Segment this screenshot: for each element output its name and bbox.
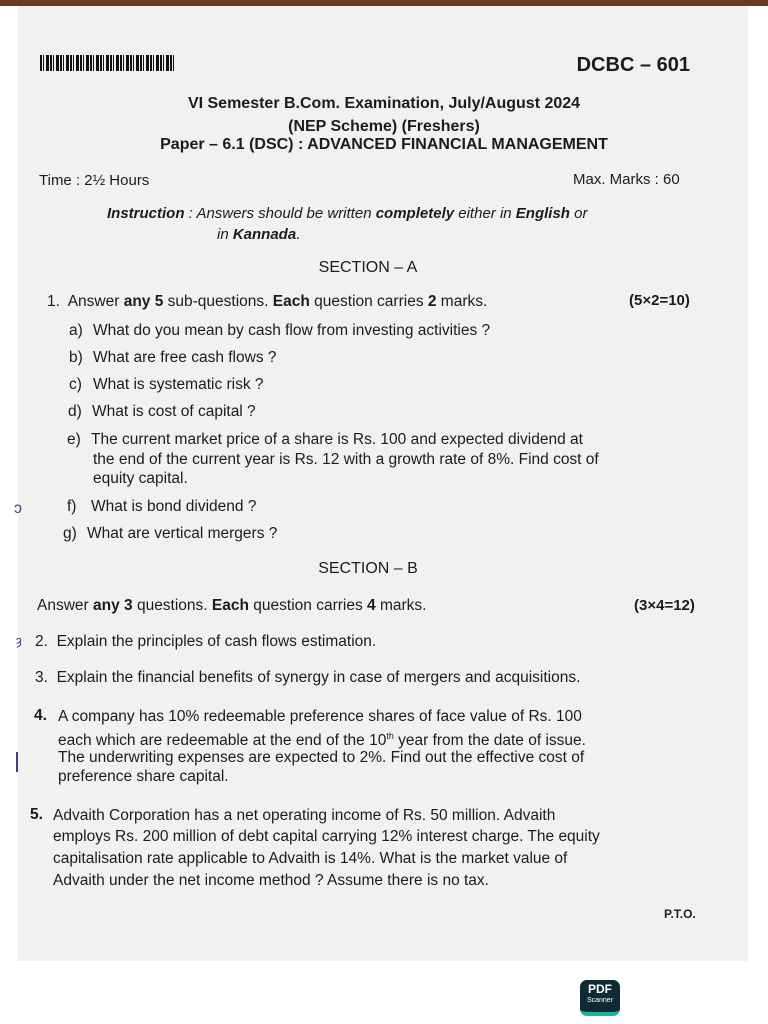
time-label: Time : 2½ Hours xyxy=(39,172,150,189)
question-5-number: 5. xyxy=(30,806,43,823)
question-5-line1: Advaith Corporation has a net operating income of Rs. 50 million. Advaith xyxy=(53,807,556,824)
sub-question-e-line2: the end of the current year is Rs. 12 with a growth rate of 8%. Find cost of xyxy=(93,451,599,468)
exam-title: VI Semester B.Com. Examination, July/August 2024 xyxy=(187,95,581,112)
section-a-heading: SECTION – A xyxy=(318,259,418,276)
question-5-line4: Advaith under the net income method ? Assume there is no tax. xyxy=(53,872,489,889)
question-3: 3. Explain the financial benefits of synergy in case of mergers and acquisitions. xyxy=(35,669,581,686)
pen-mark xyxy=(16,752,18,772)
sub-question-a: a) What do you mean by cash flow from investing activities ? xyxy=(69,322,491,339)
sub-question-e: e) The current market price of a share is Rs. 100 and expected dividend at xyxy=(67,431,583,448)
sub-question-g: g) What are vertical mergers ? xyxy=(63,525,278,542)
scheme-title: (NEP Scheme) (Freshers) xyxy=(288,118,480,135)
sub-question-e-line3: equity capital. xyxy=(93,470,188,487)
section-b-instruction: Answer any 3 questions. Each question carries 4 marks. xyxy=(37,597,427,614)
question-4-line2: each which are redeemable at the end of the 10th year from the date of issue. xyxy=(58,731,586,750)
question-5-line2: employs Rs. 200 million of debt capital carrying 12% interest charge. The equity xyxy=(53,828,600,845)
question-4-number: 4. xyxy=(34,707,47,724)
pen-mark: ȝ xyxy=(16,633,22,648)
paper-title: Paper – 6.1 (DSC) : ADVANCED FINANCIAL MANAGEMENT xyxy=(160,136,608,153)
question-5-line3: capitalisation rate applicable to Advaith is 14%. What is the market value of xyxy=(53,850,568,867)
section-b-marks: (3×4=12) xyxy=(634,597,695,614)
question-4-line3: The underwriting expenses are expected to 2%. Find out the effective cost of xyxy=(58,749,585,766)
question-4-line4: preference share capital. xyxy=(58,768,229,785)
max-marks-label: Max. Marks : 60 xyxy=(573,171,680,188)
pdf-scanner-logo: PDF Scanner xyxy=(580,980,620,1016)
instruction-label: Instruction xyxy=(107,205,185,222)
paper-code: DCBC – 601 xyxy=(576,54,690,76)
sub-question-d: d) What is cost of capital ? xyxy=(68,403,256,420)
sub-question-c: c) What is systematic risk ? xyxy=(69,376,264,393)
instruction: Instruction : Answers should be written completely either in English or xyxy=(107,205,588,222)
barcode xyxy=(40,55,176,71)
question-1: 1. Answer any 5 sub-questions. Each question carries 2 marks. xyxy=(47,293,488,310)
pen-mark: ɔ xyxy=(14,500,22,517)
sub-question-f: f) What is bond dividend ? xyxy=(67,498,257,515)
question-4-line1: A company has 10% redeemable preference shares of face value of Rs. 100 xyxy=(58,708,582,725)
section-a-marks: (5×2=10) xyxy=(629,292,690,309)
instruction-line2: in Kannada. xyxy=(217,226,301,243)
section-b-heading: SECTION – B xyxy=(318,560,418,577)
question-2: 2. Explain the principles of cash flows estimation. xyxy=(35,633,377,650)
pto-label: P.T.O. xyxy=(664,907,696,921)
sub-question-b: b) What are free cash flows ? xyxy=(69,349,277,366)
